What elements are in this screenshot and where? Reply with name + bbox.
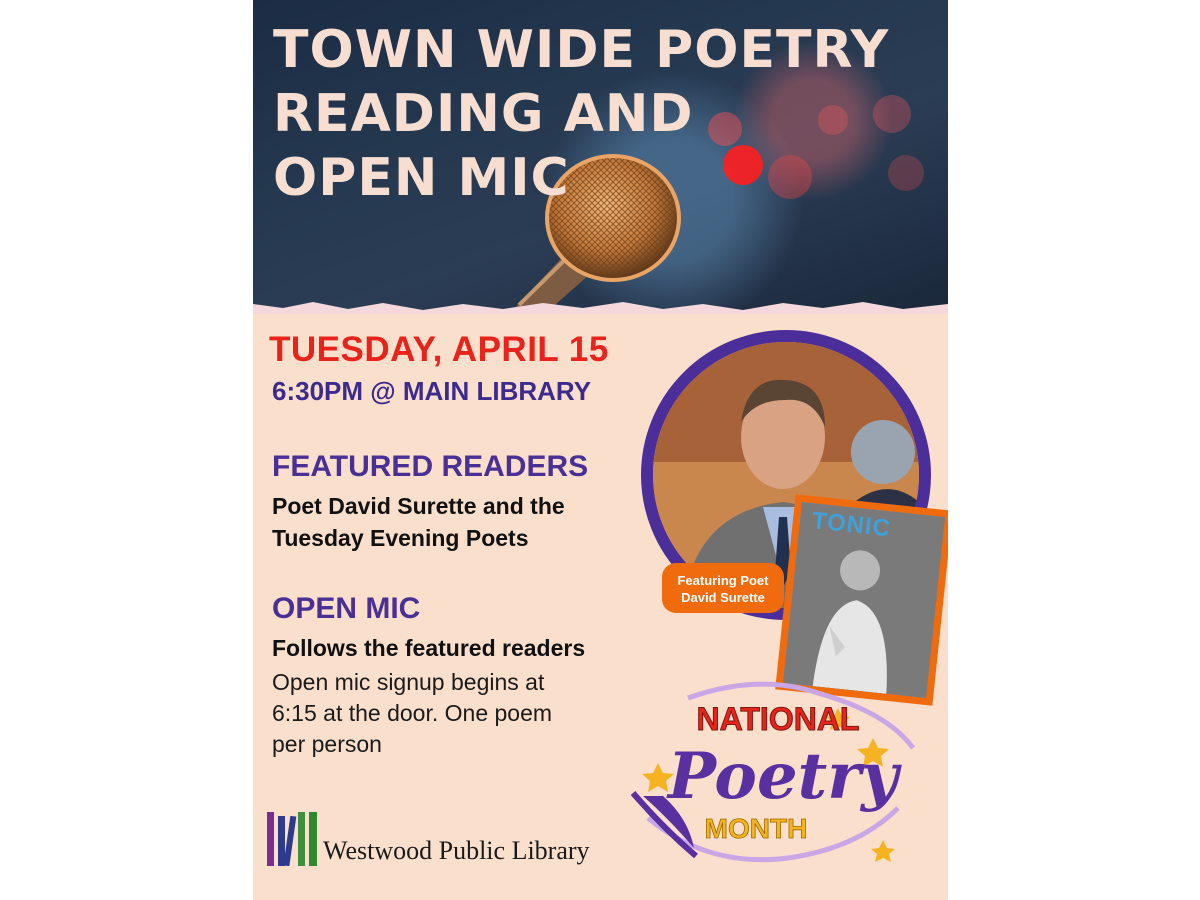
bokeh-light [888, 155, 924, 191]
open-mic-subheading: Follows the featured readers [272, 635, 586, 661]
open-mic-line: per person [272, 731, 382, 757]
national-text: NATIONAL [696, 701, 860, 737]
featured-line: Tuesday Evening Poets [272, 525, 529, 551]
featured-readers-heading: FEATURED READERS [272, 450, 589, 483]
national-poetry-month-graphic [628, 668, 928, 888]
badge-line: Featuring Poet [677, 573, 769, 588]
badge-line: David Surette [681, 590, 765, 605]
poetry-text: Poetry [667, 739, 899, 814]
open-mic-heading: OPEN MIC [272, 592, 421, 625]
event-date: TUESDAY, APRIL 15 [269, 330, 609, 369]
featuring-poet-badge [662, 563, 784, 613]
open-mic-line: 6:15 at the door. One poem [272, 700, 553, 726]
open-mic-details [272, 667, 642, 760]
national-poetry-month-logo [628, 668, 928, 888]
event-poster [253, 0, 948, 900]
star-icon [871, 840, 895, 862]
book-title: TONIC [810, 507, 893, 543]
library-books-logo-icon [265, 810, 321, 866]
featured-readers-text [272, 490, 565, 554]
event-time-location: 6:30PM @ MAIN LIBRARY [272, 376, 592, 406]
torn-paper-edge [253, 300, 948, 330]
header-banner [253, 0, 948, 318]
title-line: TOWN WIDE POETRY [273, 20, 890, 80]
title-line: OPEN MIC [273, 148, 570, 208]
poster-title [273, 18, 889, 210]
library-name: Westwood Public Library [323, 836, 590, 865]
title-line: READING AND [273, 84, 694, 144]
month-text: MONTH [704, 813, 808, 844]
open-mic-line: Open mic signup begins at [272, 669, 545, 695]
featured-line: Poet David Surette and the [272, 493, 565, 519]
